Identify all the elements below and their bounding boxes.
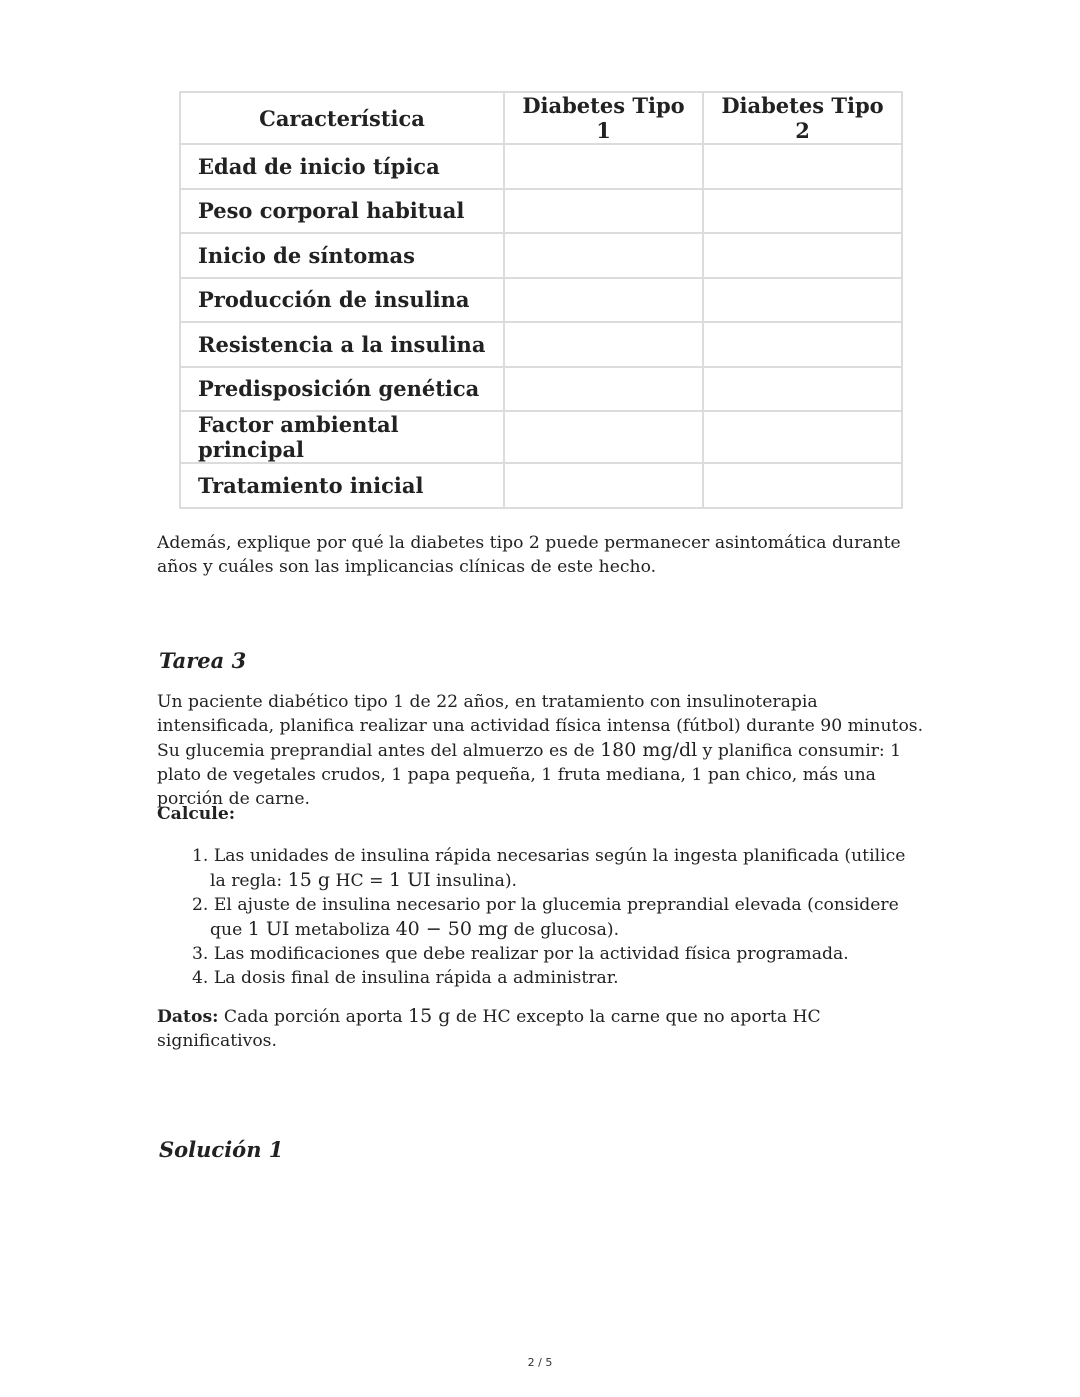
row-label: Peso corporal habitual bbox=[180, 189, 504, 234]
intro-text: Un paciente diabético tipo 1 de 22 años, en tratamiento con insulinoterapia intensificada, planifica realizar una actividad física intensa (fútbol) durante 90 minutos. Su glucemia preprandial antes del almuerzo es de bbox=[157, 692, 924, 761]
table-row bbox=[180, 189, 902, 234]
empty-cell bbox=[703, 189, 902, 234]
item-text: Las modificaciones que debe realizar por la actividad física programada. bbox=[213, 944, 849, 964]
datos-text: de HC excepto la carne que no aporta HC significativos. bbox=[157, 1007, 821, 1051]
empty-cell bbox=[504, 233, 703, 278]
empty-cell bbox=[504, 144, 703, 189]
math-value: 1 UI bbox=[247, 918, 290, 940]
table-row bbox=[180, 233, 902, 278]
item-number: 4. bbox=[192, 968, 209, 988]
empty-cell bbox=[703, 367, 902, 412]
math-value: 15 g bbox=[287, 869, 330, 891]
row-label: Edad de inicio típica bbox=[180, 144, 504, 189]
row-label: Factor ambiental principal bbox=[180, 411, 504, 463]
item-text: Las unidades de insulina rápida necesarias según la ingesta planificada (utilice la regla: bbox=[210, 846, 906, 891]
table-row bbox=[180, 144, 902, 189]
empty-cell bbox=[504, 278, 703, 323]
empty-cell bbox=[703, 411, 902, 463]
task3-intro bbox=[157, 690, 937, 811]
list-item bbox=[192, 942, 922, 966]
table-header-cell: Característica bbox=[180, 92, 504, 144]
item-text: HC = bbox=[330, 871, 389, 891]
row-label: Predisposición genética bbox=[180, 367, 504, 412]
row-label: Tratamiento inicial bbox=[180, 463, 504, 508]
empty-cell bbox=[504, 189, 703, 234]
table-header-cell: Diabetes Tipo 2 bbox=[703, 92, 902, 144]
table-header-row bbox=[180, 92, 902, 144]
empty-cell bbox=[504, 367, 703, 412]
datos-label: Datos: bbox=[157, 1007, 219, 1027]
empty-cell bbox=[703, 463, 902, 508]
math-value: 15 g bbox=[408, 1005, 451, 1027]
list-item bbox=[192, 844, 922, 893]
item-text: metaboliza bbox=[289, 920, 396, 940]
item-text: insulina). bbox=[430, 871, 517, 891]
datos-paragraph bbox=[157, 1004, 937, 1053]
task3-heading: Tarea 3 bbox=[159, 648, 247, 673]
comparison-table bbox=[179, 91, 903, 509]
table-row bbox=[180, 411, 902, 463]
item-text: La dosis final de insulina rápida a administrar. bbox=[213, 968, 619, 988]
glucose-value: 180 mg/dl bbox=[600, 739, 698, 761]
empty-cell bbox=[504, 322, 703, 367]
empty-cell bbox=[504, 463, 703, 508]
datos-text: Cada porción aporta bbox=[218, 1007, 409, 1027]
table-row bbox=[180, 278, 902, 323]
item-number: 2. bbox=[192, 895, 209, 915]
solution-heading: Solución 1 bbox=[159, 1137, 284, 1162]
intro-text: y planifica consumir: 1 plato de vegetales crudos, 1 papa pequeña, 1 fruta mediana, 1 pan chico, más una porción de carne. bbox=[157, 741, 902, 809]
list-item bbox=[192, 966, 922, 990]
item-number: 3. bbox=[192, 944, 209, 964]
list-item bbox=[192, 893, 922, 942]
empty-cell bbox=[703, 322, 902, 367]
empty-cell bbox=[703, 278, 902, 323]
row-label: Resistencia a la insulina bbox=[180, 322, 504, 367]
table-row bbox=[180, 463, 902, 508]
row-label: Inicio de síntomas bbox=[180, 233, 504, 278]
steps-list bbox=[192, 844, 922, 990]
row-label: Producción de insulina bbox=[180, 278, 504, 323]
page-number: 2 / 5 bbox=[527, 1356, 553, 1369]
item-text: de glucosa). bbox=[508, 920, 620, 940]
item-text: El ajuste de insulina necesario por la glucemia preprandial elevada (considere que bbox=[210, 895, 899, 940]
item-number: 1. bbox=[192, 846, 209, 866]
empty-cell bbox=[504, 411, 703, 463]
explanation-paragraph: Además, explique por qué la diabetes tipo 2 puede permanecer asintomática durante años y cuáles son las implicancias clínicas de este hecho. bbox=[157, 533, 901, 577]
table-header-cell: Diabetes Tipo 1 bbox=[504, 92, 703, 144]
table-row bbox=[180, 367, 902, 412]
empty-cell bbox=[703, 144, 902, 189]
calc-label: Calcule: bbox=[157, 804, 236, 824]
math-value: 40 − 50 mg bbox=[395, 918, 509, 940]
empty-cell bbox=[703, 233, 902, 278]
math-value: 1 UI bbox=[388, 869, 431, 891]
table-row bbox=[180, 322, 902, 367]
